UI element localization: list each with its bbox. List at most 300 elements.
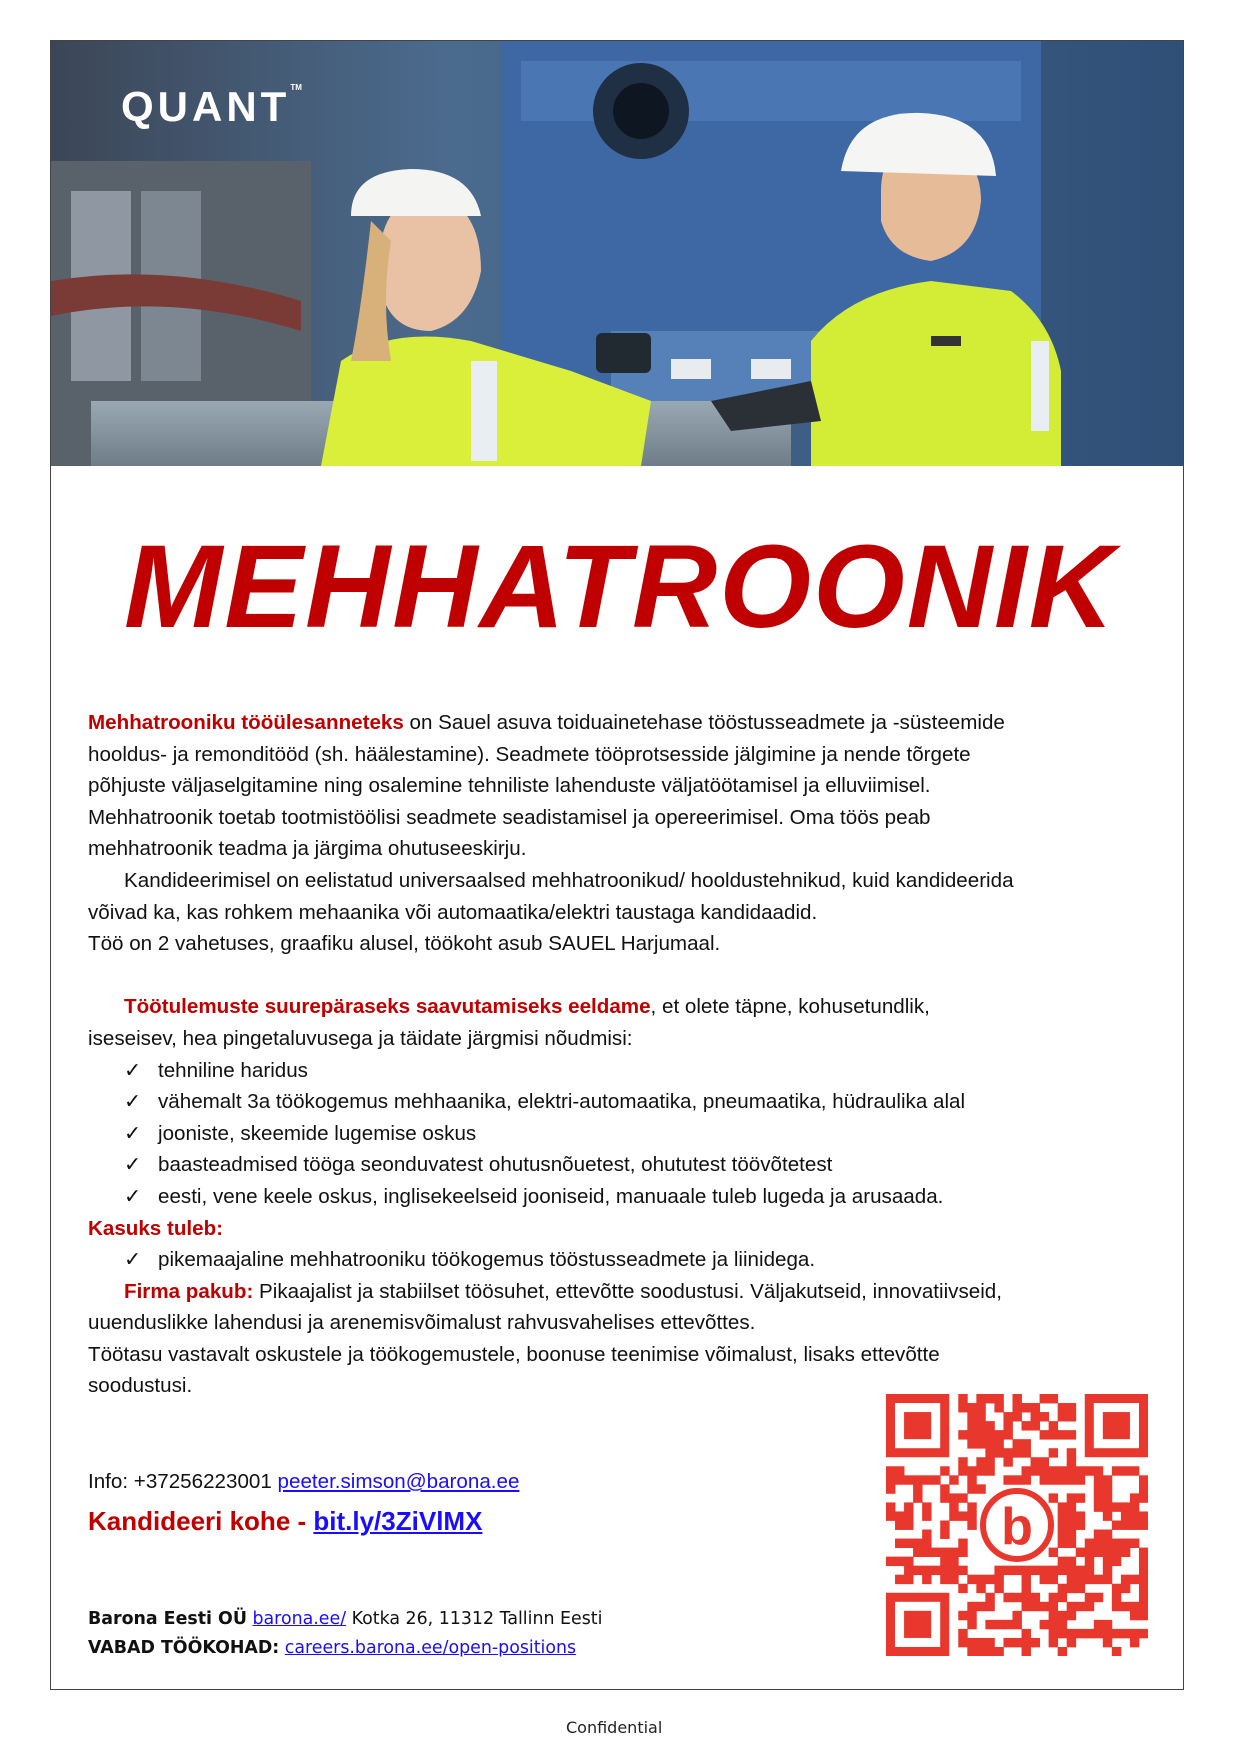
qr-module [949,1502,958,1511]
qr-module [1112,1593,1121,1602]
qr-module [1031,1638,1040,1647]
qr-module [1094,1539,1103,1548]
qr-module [1031,1566,1040,1575]
qr-module [1085,1602,1094,1611]
qr-module [1012,1394,1021,1403]
qr-module [1049,1394,1058,1403]
qr-module [976,1394,985,1403]
qr-module [1067,1511,1076,1520]
qr-module [1067,1502,1076,1511]
qr-module [904,1502,913,1511]
footer [88,1605,602,1663]
qr-module [913,1484,922,1493]
qr-module [1130,1466,1139,1475]
qr-module [1076,1520,1085,1529]
requirement-item [88,1181,1148,1213]
apply-link[interactable]: bit.ly/3ZiVlMX [313,1506,483,1536]
qr-module [1022,1629,1031,1638]
qr-module [1003,1475,1012,1484]
qr-module [1058,1412,1067,1421]
qr-module [949,1575,958,1584]
requirement-item [88,1149,1148,1181]
qr-module [949,1475,958,1484]
qr-module [1012,1611,1021,1620]
intro-line: mehhatroonik teadma ja järgima ohutuseeskirju. [88,837,527,861]
qr-module [1067,1466,1076,1475]
qr-module [1049,1566,1058,1575]
qr-module [1058,1466,1067,1475]
qr-module [967,1403,976,1412]
qr-module [1112,1602,1121,1611]
qr-module [1103,1475,1112,1484]
qr-module [1022,1584,1031,1593]
qr-module [1022,1475,1031,1484]
qr-module [1067,1539,1076,1548]
requirement-item [88,1055,1148,1087]
qr-module [1067,1475,1076,1484]
requirements-line [88,991,1148,1023]
qr-module [895,1520,904,1529]
requirement-text: eesti, vene keele oskus, inglisekeelseid jooniseid, manuaale tuleb lugeda ja arusaada. [158,1184,944,1208]
qr-module [976,1439,985,1448]
qr-module [985,1466,994,1475]
quant-logo-tm: TM [290,83,302,92]
qr-module [1139,1593,1148,1602]
qr-module [1049,1575,1058,1584]
qr-module [1139,1629,1148,1638]
qr-module [1103,1548,1112,1557]
qr-module [985,1394,994,1403]
qr-module [904,1566,913,1575]
qr-module [958,1493,967,1502]
qr-module [967,1412,976,1421]
qr-module [1022,1403,1031,1412]
job-description [88,707,1148,1402]
qr-module [949,1566,958,1575]
qr-module [1049,1421,1058,1430]
qr-module [1012,1448,1021,1457]
qr-module [1058,1502,1067,1511]
qr-module [1022,1575,1031,1584]
qr-module [913,1548,922,1557]
qr-module [904,1520,913,1529]
qr-module [895,1511,904,1520]
qr-module [967,1575,976,1584]
qr-module [1003,1421,1012,1430]
qr-module [1058,1647,1067,1656]
footer-jobs-line [88,1634,602,1663]
qr-module [940,1557,949,1566]
qr-module [922,1530,931,1539]
qr-module [940,1575,949,1584]
checkmark-icon: ✓ [124,1184,142,1208]
qr-module [1130,1638,1139,1647]
qr-module [1130,1575,1139,1584]
qr-module [1022,1602,1031,1611]
qr-finder [904,1611,931,1638]
qr-module [904,1511,913,1520]
qr-module [976,1484,985,1493]
qr-module [913,1539,922,1548]
qr-module [1139,1493,1148,1502]
qr-module [940,1530,949,1539]
qr-module [904,1575,913,1584]
qr-module [1139,1602,1148,1611]
qr-module [1040,1575,1049,1584]
qr-module [940,1493,949,1502]
qr-module [1049,1620,1058,1629]
qr-module [1022,1448,1031,1457]
qr-module [1031,1421,1040,1430]
apply-cta [88,1506,482,1537]
qr-module [958,1629,967,1638]
qr-module [1067,1403,1076,1412]
qr-module [967,1638,976,1647]
qr-module [1094,1475,1103,1484]
qr-module [922,1575,931,1584]
qr-module [1094,1502,1103,1511]
qr-module [1130,1511,1139,1520]
qr-module [1003,1448,1012,1457]
qr-module [886,1484,895,1493]
bonus-item [88,1244,1148,1276]
qr-module [958,1394,967,1403]
qr-module [1112,1584,1121,1593]
qr-module [1022,1439,1031,1448]
qr-module [1139,1511,1148,1520]
qr-module [931,1548,940,1557]
qr-module [1058,1620,1067,1629]
contact-info [88,1470,519,1494]
qr-module [922,1548,931,1557]
qr-module [1139,1484,1148,1493]
confidential-label: Confidential [566,1718,663,1737]
qr-module [1121,1602,1130,1611]
qr-module [1139,1566,1148,1575]
qr-module [940,1484,949,1493]
qr-module [1094,1593,1103,1602]
qr-module [1040,1430,1049,1439]
qr-module [1103,1493,1112,1502]
qr-module [985,1448,994,1457]
qr-module [940,1566,949,1575]
email-link[interactable]: peeter.simson@barona.ee [277,1470,520,1493]
qr-module [1049,1611,1058,1620]
qr-module [1112,1548,1121,1557]
qr-module [904,1539,913,1548]
qr-module [1058,1611,1067,1620]
qr-module [1121,1502,1130,1511]
qr-module [1049,1466,1058,1475]
qr-module [1049,1475,1058,1484]
qr-module [949,1557,958,1566]
qr-module [994,1566,1003,1575]
info-label: Info: +37256223001 [88,1470,278,1493]
qr-module [1040,1412,1049,1421]
qr-finder [1103,1412,1130,1439]
qr-module [967,1611,976,1620]
qr-module [994,1575,1003,1584]
qr-module [1139,1548,1148,1557]
qr-module [1103,1539,1112,1548]
qr-module [1112,1502,1121,1511]
qr-module [1049,1430,1058,1439]
jobs-link[interactable]: careers.barona.ee/open-positions [284,1638,577,1658]
qr-module [1022,1566,1031,1575]
qr-module [967,1502,976,1511]
qr-module [976,1638,985,1647]
qr-module [1058,1593,1067,1602]
qr-module [1067,1430,1076,1439]
qr-module [1121,1466,1130,1475]
qr-module [958,1611,967,1620]
job-title: MEHHATROONIK [124,521,1116,653]
qr-module [1139,1575,1148,1584]
qr-module [1112,1466,1121,1475]
requirement-text: tehniline haridus [158,1058,308,1082]
qr-module [895,1539,904,1548]
qr-module [994,1584,1003,1593]
qr-module [1058,1475,1067,1484]
qr-module [1067,1584,1076,1593]
qr-module [976,1647,985,1656]
candidates-line: võivad ka, kas rohkem mehaanika või automaatika/elektri taustaga kandidaadid. [88,900,818,924]
qr-module [1076,1629,1085,1638]
qr-module [1058,1511,1067,1520]
bonus-heading: Kasuks tuleb: [88,1216,224,1240]
qr-finder [904,1412,931,1439]
qr-module [886,1557,895,1566]
candidates-text: Kandideerimisel on eelistatud universaalsed mehhatroonikud/ hooldustehnikud, kuid kandideerida [124,868,1014,892]
qr-module [958,1457,967,1466]
qr-module [1094,1530,1103,1539]
intro-line: Mehhatroonik toetab tootmistöölisi seadmete seadistamisel ja opereerimisel. Oma töös peab [88,805,931,829]
qr-module [958,1638,967,1647]
qr-module [976,1457,985,1466]
qr-module [1067,1629,1076,1638]
qr-module [1049,1593,1058,1602]
qr-module [949,1511,958,1520]
offer-line: soodustusi. [88,1374,193,1398]
requirement-item [88,1118,1148,1150]
qr-module [922,1502,931,1511]
qr-module [1049,1493,1058,1502]
qr-module [985,1620,994,1629]
qr-module [886,1511,895,1520]
qr-module [1067,1602,1076,1611]
qr-module [994,1403,1003,1412]
qr-module [895,1575,904,1584]
quant-logo [121,83,302,131]
qr-module [1067,1448,1076,1457]
qr-module [1012,1638,1021,1647]
qr-module [895,1557,904,1566]
qr-module [958,1430,967,1439]
qr-module [1076,1566,1085,1575]
quant-logo-text: QUANT [121,83,291,130]
qr-module [1094,1548,1103,1557]
qr-module [1076,1466,1085,1475]
qr-module [913,1493,922,1502]
qr-module [985,1439,994,1448]
qr-module [1139,1475,1148,1484]
qr-module [886,1466,895,1475]
qr-module [1130,1493,1139,1502]
qr-module [1103,1484,1112,1493]
qr-module [1049,1448,1058,1457]
qr-module [1067,1611,1076,1620]
qr-module [1085,1539,1094,1548]
qr-module [922,1475,931,1484]
qr-module [1085,1575,1094,1584]
qr-module [1012,1566,1021,1575]
apply-label: Kandideeri kohe - [88,1506,314,1536]
qr-module [958,1403,967,1412]
requirement-text: jooniste, skeemide lugemise oskus [158,1121,477,1145]
qr-module [895,1475,904,1484]
checkmark-icon: ✓ [124,1090,142,1114]
qr-module [1103,1638,1112,1647]
company-site-link[interactable]: barona.ee/ [252,1609,347,1629]
qr-logo-letter: b [1001,1498,1033,1556]
intro-text: on Sauel asuva toiduainetehase tööstusseadmete ja -süsteemide [403,711,1005,734]
requirement-text: vähemalt 3a töökogemus mehhaanika, elektri-automaatika, pneumaatika, hüdraulika alal [158,1090,966,1114]
qr-module [985,1430,994,1439]
qr-module [904,1557,913,1566]
qr-module [1058,1566,1067,1575]
offer-line: Töötasu vastavalt oskustele ja töökogemustele, boonuse teenimise võimalust, lisaks ettevõtte [88,1342,940,1366]
qr-module [1003,1566,1012,1575]
qr-module [994,1647,1003,1656]
qr-code[interactable] [886,1394,1148,1656]
checkmark-icon: ✓ [124,1121,142,1145]
qr-module [1085,1466,1094,1475]
qr-module [1058,1403,1067,1412]
qr-module [1040,1620,1049,1629]
qr-module [1058,1530,1067,1539]
checkmark-icon: ✓ [124,1153,142,1177]
company-address: Kotka 26, 11312 Tallinn Eesti [346,1609,603,1629]
jobs-label: VABAD TÖÖKOHAD: [88,1638,280,1658]
qr-module [1003,1638,1012,1647]
qr-module [967,1647,976,1656]
requirements-lead: Töötulemuste suurepäraseks saavutamiseks eeldame [124,995,651,1019]
qr-module [967,1466,976,1475]
qr-module [985,1457,994,1466]
qr-module [1012,1439,1021,1448]
qr-module [1076,1548,1085,1557]
qr-module [967,1511,976,1520]
qr-module [1040,1457,1049,1466]
requirements-line: iseseisev, hea pingetaluvusega ja täidate järgmisi nõudmisi: [88,1026,633,1050]
qr-module [985,1593,994,1602]
qr-module [958,1539,967,1548]
qr-module [967,1602,976,1611]
qr-module [1067,1557,1076,1566]
qr-module [922,1511,931,1520]
qr-module [913,1475,922,1484]
qr-module [1130,1602,1139,1611]
qr-module [1022,1466,1031,1475]
qr-module [1130,1502,1139,1511]
qr-module [1040,1394,1049,1403]
qr-module [1067,1520,1076,1529]
qr-module [1103,1566,1112,1575]
qr-module [1022,1421,1031,1430]
qr-module [1076,1511,1085,1520]
qr-module [1003,1620,1012,1629]
qr-module [1112,1647,1121,1656]
qr-module [1121,1548,1130,1557]
offer-line: uuenduslikke lahendusi ja arenemisvõimalust rahvusvahelises ettevõttes. [88,1311,756,1335]
qr-module [1094,1620,1103,1629]
qr-module [994,1439,1003,1448]
qr-module [1058,1430,1067,1439]
qr-module [976,1403,985,1412]
qr-module [985,1647,994,1656]
qr-module [1012,1593,1021,1602]
qr-module [967,1620,976,1629]
qr-module [1058,1520,1067,1529]
qr-module [913,1566,922,1575]
qr-module [949,1493,958,1502]
qr-module [1103,1575,1112,1584]
qr-module [985,1575,994,1584]
qr-module [1130,1520,1139,1529]
qr-module [949,1548,958,1557]
qr-module [1094,1484,1103,1493]
qr-module [967,1520,976,1529]
qr-module [1031,1602,1040,1611]
qr-module [976,1421,985,1430]
qr-module [1139,1557,1148,1566]
qr-module [1121,1629,1130,1638]
qr-module [1031,1412,1040,1421]
qr-module [886,1475,895,1484]
candidates-line: Töö on 2 vahetuses, graafiku alusel, töökoht asub SAUEL Harjumaal. [88,932,721,956]
qr-module [1121,1584,1130,1593]
qr-module [1076,1584,1085,1593]
qr-module [976,1412,985,1421]
qr-module [1003,1412,1012,1421]
qr-module [895,1466,904,1475]
qr-module [1130,1611,1139,1620]
qr-module [967,1484,976,1493]
qr-module [1012,1403,1021,1412]
qr-module [1040,1602,1049,1611]
qr-module [1012,1475,1021,1484]
qr-module [1085,1566,1094,1575]
intro-line [88,707,1148,739]
qr-module [1067,1566,1076,1575]
qr-module [1022,1593,1031,1602]
qr-module [940,1548,949,1557]
footer-company-line [88,1605,602,1634]
qr-module [1076,1493,1085,1502]
qr-module [1103,1557,1112,1566]
qr-module [1067,1575,1076,1584]
qr-module [994,1448,1003,1457]
qr-module [1040,1566,1049,1575]
qr-module [1139,1611,1148,1620]
qr-module [1067,1493,1076,1502]
qr-module [922,1539,931,1548]
offer-lead: Firma pakub: [124,1279,254,1303]
qr-module [1003,1457,1012,1466]
qr-module [1103,1502,1112,1511]
qr-module [985,1602,994,1611]
qr-module [1112,1557,1121,1566]
